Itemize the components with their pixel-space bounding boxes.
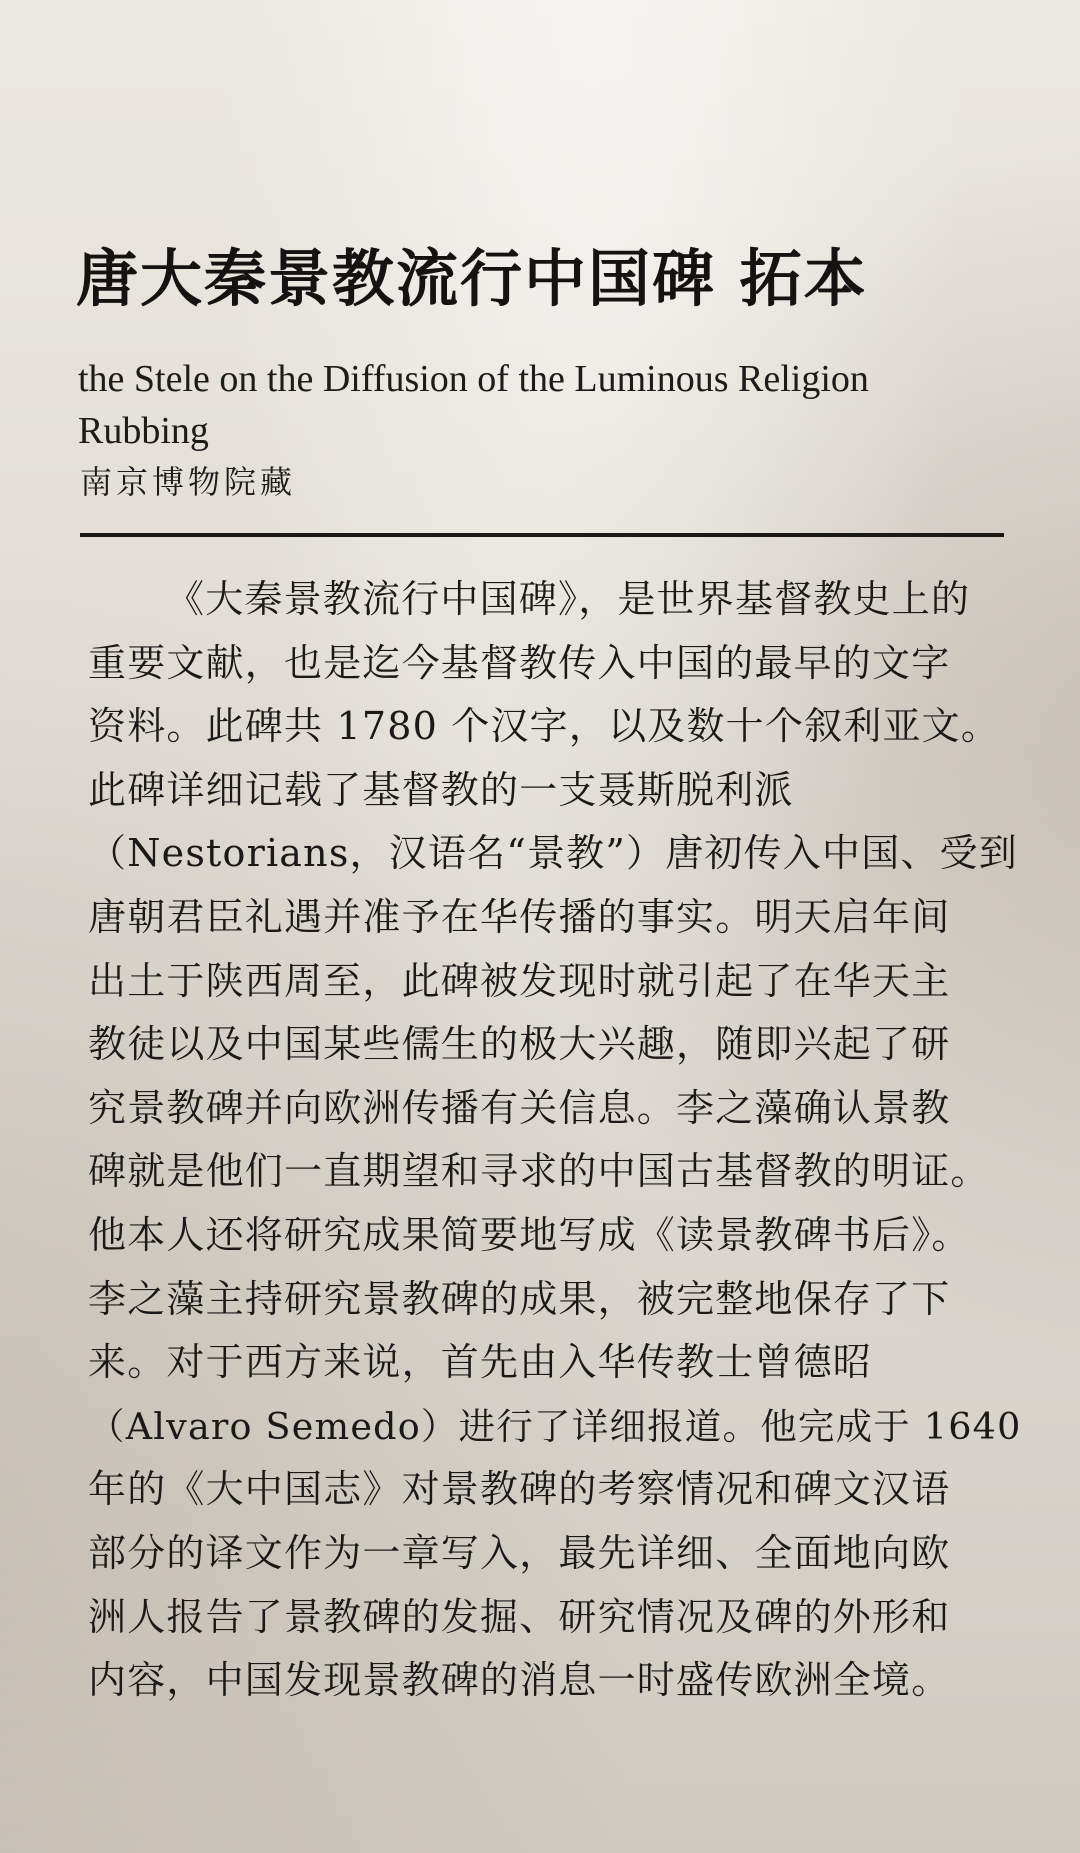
description-line: 洲人报告了景教碑的发掘、研究情况及碑的外形和	[88, 1594, 951, 1639]
description-line: （Alvaro Semedo）进行了详细报道。他完成于 1640	[88, 1404, 1022, 1448]
description-line: 部分的译文作为一章写入，最先详细、全面地向欧	[88, 1530, 951, 1575]
description-line: 《大秦景教流行中国碑》，是世界基督教史上的	[166, 577, 971, 621]
description-line: 李之藻主持研究景教碑的成果，被完整地保存了下	[88, 1276, 951, 1321]
collection-credit: 南京博物院藏	[80, 463, 297, 501]
description-paragraph	[88, 568, 1023, 1713]
description-line: 重要文献，也是迄今基督教传入中国的最早的文字	[88, 640, 951, 685]
description-line: 唐朝君臣礼遇并准予在华传播的事实。明天启年间	[88, 894, 951, 939]
description-line: 碑就是他们一直期望和寻求的中国古基督教的明证。	[88, 1149, 990, 1194]
title-divider	[80, 533, 1004, 537]
description-line: （Nestorians，汉语名“景教”）唐初传入中国、受到	[88, 831, 1018, 876]
description-line: 究景教碑并向欧洲传播有关信息。李之藻确认景教	[88, 1085, 951, 1130]
description-line: 来。对于西方来说，首先由入华传教士曾德昭	[88, 1340, 873, 1385]
description-line: 他本人还将研究成果简要地写成《读景教碑书后》。	[88, 1212, 971, 1257]
placard-title: 唐大秦景教流行中国碑 拓本	[76, 242, 868, 315]
description-line: 此碑详细记载了基督教的一支聂斯脱利派	[88, 767, 794, 812]
description-line: 内容，中国发现景教碑的消息一时盛传欧洲全境。	[88, 1658, 951, 1703]
placard-english-subtitle: the Stele on the Diffusion of the Luminous Religion Rubbing	[78, 358, 869, 452]
description-line: 出土于陕西周至，此碑被发现时就引起了在华天主	[88, 958, 951, 1003]
description-line: 资料。此碑共 1780 个汉字，以及数十个叙利亚文。	[88, 704, 1001, 749]
description-line: 年的《大中国志》对景教碑的考察情况和碑文汉语	[88, 1467, 951, 1512]
description-line: 教徒以及中国某些儒生的极大兴趣，随即兴起了研	[88, 1022, 951, 1067]
